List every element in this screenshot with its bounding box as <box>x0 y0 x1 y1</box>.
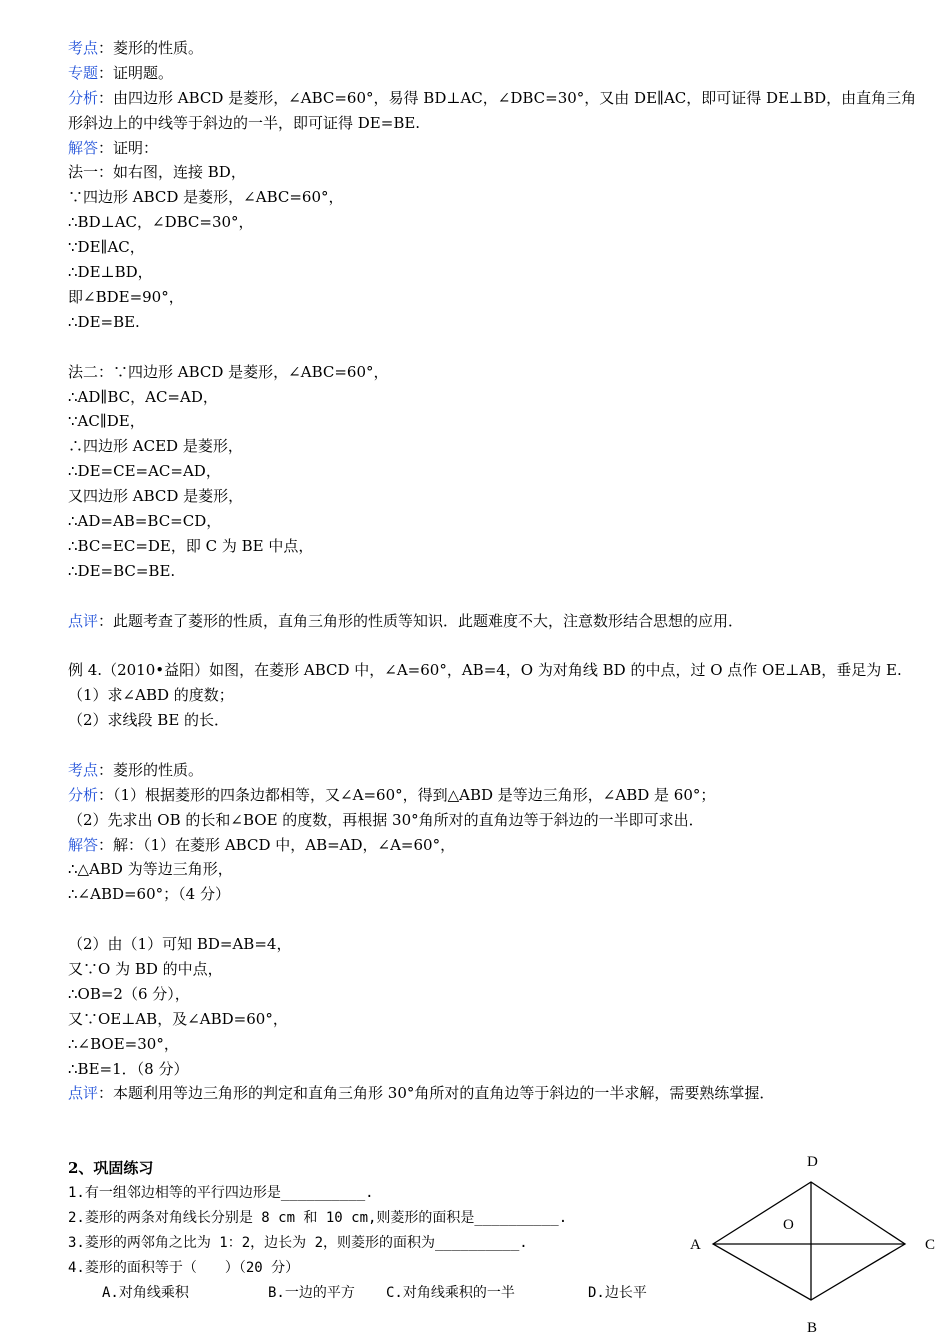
zhuanti-label: 专题 <box>68 63 99 82</box>
jieda-text: ：证明： <box>98 138 159 157</box>
kaodian-text: ：菱形的性质。 <box>98 760 204 779</box>
solution-line: 又∵OE⊥AB，及∠ABD=60°， <box>68 1009 288 1028</box>
example-question-1: （1）求∠ABD 的度数； <box>68 686 234 705</box>
document-page <box>68 36 928 1305</box>
solution-line: ∴BE=1．（8 分） <box>68 1059 189 1078</box>
dianping-line <box>68 609 928 634</box>
proof-line: ∵四边形 ABCD 是菱形，∠ABC=60°， <box>68 188 344 207</box>
proof-line: 法一：如右图，连接 BD， <box>68 163 246 182</box>
proof-line: ∴AD∥BC，AC=AD， <box>68 387 218 406</box>
zhuanti-line <box>68 61 928 86</box>
spacer <box>68 335 928 360</box>
spacer <box>68 907 928 932</box>
fenxi-line <box>68 783 928 808</box>
practice-item: 1.有一组邻边相等的平行四边形是__________. <box>68 1185 374 1201</box>
solution-line: ∴OB=2（6 分）， <box>68 984 190 1003</box>
dianping-text: ：此题考查了菱形的性质，直角三角形的性质等知识．此题难度不大，注意数形结合思想的应用． <box>98 611 744 630</box>
kaodian-line <box>68 36 928 61</box>
practice-item: 3.菱形的两邻角之比为 1：2，边长为 2，则菱形的面积为__________. <box>68 1234 528 1251</box>
fenxi-line-2: （2）先求出 OB 的长和∠BOE 的度数，再根据 30°角所对的直角边等于斜边的一半即可求出． <box>68 810 704 829</box>
spacer <box>68 633 928 658</box>
fenxi-label: 分析 <box>68 785 99 804</box>
rhombus-outline <box>713 1182 905 1300</box>
solution-line: ∴△ABD 为等边三角形， <box>68 860 233 879</box>
solution-line: ∴∠BOE=30°， <box>68 1034 179 1053</box>
option-b: B.一边的平方 <box>268 1284 355 1301</box>
proof-line: ∴BD⊥AC，∠DBC=30°， <box>68 213 254 232</box>
option-d: D.边长平 <box>588 1284 647 1301</box>
jieda-line <box>68 136 928 161</box>
dianping-text: ：本题利用等边三角形的判定和直角三角形 30°角所对的直角边等于斜边的一半求解，需要熟练掌握． <box>98 1084 775 1103</box>
fenxi-text: ：由四边形 ABCD 是菱形，∠ABC=60°，易得 BD⊥AC，∠DBC=30°，又由 DE∥AC，即可证得 DE⊥BD，由直角三角形斜边上的中线等于斜边的一半，即可证得 DE=BE. <box>68 88 917 132</box>
vertex-label-d: D <box>807 1154 818 1170</box>
vertex-label-a: A <box>690 1237 701 1253</box>
spacer <box>68 584 928 609</box>
practice-item: 2.菱形的两条对角线长分别是 8 cm 和 10 cm,则菱形的面积是__________. <box>68 1209 568 1226</box>
spacer <box>68 1106 928 1131</box>
practice-item: 4.菱形的面积等于（ ）（20 分） <box>68 1259 300 1276</box>
kaodian-line <box>68 758 928 783</box>
solution-line: （2）由（1）可知 BD=AB=4， <box>68 935 292 954</box>
fenxi-text: ：（1）根据菱形的四条边都相等，又∠A=60°，得到△ABD 是等边三角形，∠ABD 是 60°； <box>98 785 716 804</box>
zhuanti-text: ：证明题。 <box>98 63 174 82</box>
dianping-line <box>68 1081 928 1106</box>
example-stem: 例 4.（2010•益阳）如图，在菱形 ABCD 中，∠A=60°，AB=4，O 为对角线 BD 的中点，过 O 点作 OE⊥AB，垂足为 E. <box>68 661 902 680</box>
vertex-label-b: B <box>807 1320 818 1336</box>
example-question-2: （2）求线段 BE 的长． <box>68 711 230 730</box>
proof-line: ∵DE∥AC， <box>68 238 145 257</box>
proof-line: ∴DE⊥BD， <box>68 263 153 282</box>
jieda-line <box>68 833 928 858</box>
proof-line: 法二：∵四边形 ABCD 是菱形，∠ABC=60°， <box>68 362 389 381</box>
vertex-label-c: C <box>925 1237 936 1253</box>
proof-line: ∴DE=CE=AC=AD， <box>68 462 221 481</box>
kaodian-label: 考点 <box>68 760 99 779</box>
option-a: A.对角线乘积 <box>102 1284 189 1301</box>
rhombus-diagram <box>682 1148 944 1338</box>
jieda-label: 解答 <box>68 835 99 854</box>
fenxi-paragraph <box>68 86 928 136</box>
proof-line: 即∠BDE=90°， <box>68 287 184 306</box>
jieda-label: 解答 <box>68 138 99 157</box>
fenxi-label: 分析 <box>68 88 99 107</box>
option-c: C.对角线乘积的一半 <box>386 1284 515 1301</box>
proof-line: ∴DE=BE. <box>68 312 140 331</box>
spacer <box>68 733 928 758</box>
dianping-label: 点评 <box>68 1084 99 1103</box>
proof-line: ∴DE=BC=BE. <box>68 561 176 580</box>
proof-line: ∴AD=AB=BC=CD， <box>68 511 222 530</box>
proof-line: ∴BC=EC=DE，即 C 为 BE 中点， <box>68 536 314 555</box>
practice-heading: 2、巩固练习 <box>68 1159 154 1178</box>
solution-line: ∴∠ABD=60°；（4 分） <box>68 885 230 904</box>
jieda-text: ：解：（1）在菱形 ABCD 中，AB=AD，∠A=60°， <box>98 835 456 854</box>
kaodian-label: 考点 <box>68 39 99 57</box>
proof-line: ∴四边形 ACED 是菱形， <box>68 437 243 456</box>
solution-line: 又∵O 为 BD 的中点， <box>68 959 223 978</box>
proof-line: ∵AC∥DE， <box>68 412 145 431</box>
dianping-label: 点评 <box>68 611 99 630</box>
center-label-o: O <box>783 1217 794 1233</box>
proof-line: 又四边形 ABCD 是菱形， <box>68 487 244 506</box>
kaodian-text: ：菱形的性质。 <box>98 39 204 57</box>
